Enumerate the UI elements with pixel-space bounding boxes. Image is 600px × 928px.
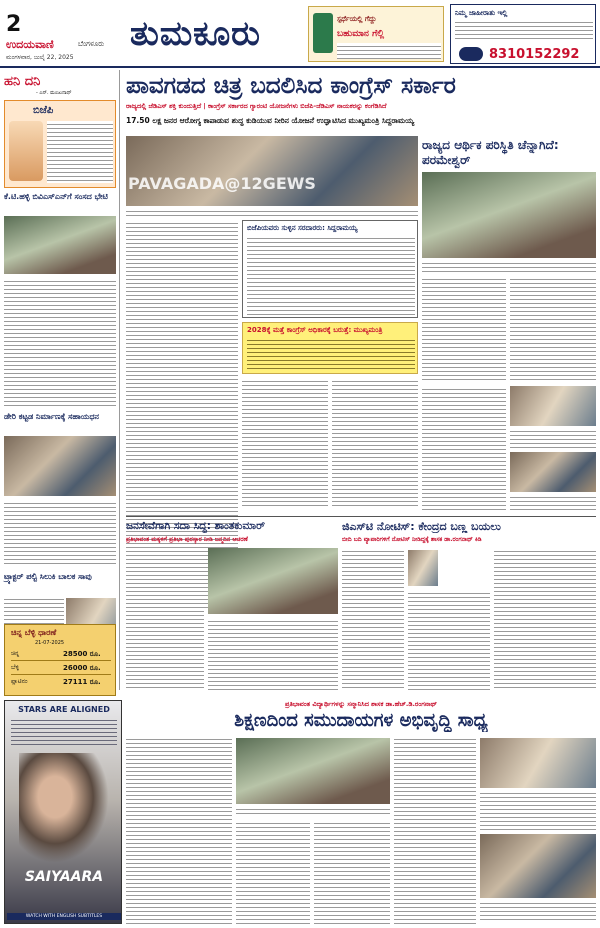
- gold-row-value: 28500 ರೂ.: [63, 650, 101, 658]
- ad-footer: WATCH WITH ENGLISH SUBTITLES: [7, 913, 121, 920]
- bottom-text3: [314, 820, 390, 924]
- right-story-text2: [510, 276, 596, 382]
- lead-photo-overlay: PAVAGADA@12GEWS: [128, 174, 316, 193]
- right-advertisement: [450, 4, 596, 64]
- ad-poster-figures: [19, 753, 109, 863]
- mid-right-portrait: [408, 550, 438, 586]
- bottom-photo: [236, 738, 390, 804]
- bjp-box-text: [47, 121, 113, 183]
- lead-subhead2: 17.50 ಲಕ್ಷ ಜನರ ಆರೋಗ್ಯ ಕಾಪಾಡುವ ಶುದ್ಧ ಕುಡಿಯುವ ನೀರಿನ ಯೋಜನೆ ಉದ್ಘಾಟಿಸಿದ ಮುಖ್ಯಮಂತ್ರಿ ಸಿದ್ದರಾಮಯ್ಯ: [126, 116, 415, 125]
- mid-row-divider: [126, 516, 596, 517]
- mid-right-headline: ಜಿಎಸ್‌ಟಿ ನೋಟಿಸ್: ಕೇಂದ್ರದ ಬಣ್ಣ ಬಯಲು: [342, 520, 501, 533]
- ad-center-line2: ಬಹುಮಾನ ಗೆಲ್ಲಿ: [337, 29, 385, 39]
- left-column: [0, 70, 120, 690]
- right-story-caption: [422, 260, 596, 272]
- inset-box: [242, 220, 418, 318]
- honey-author: - ಎನ್. ಮಂಜುನಾಥ್: [36, 90, 72, 96]
- bottom-headline: ಶಿಕ್ಷಣದಿಂದ ಸಮುದಾಯಗಳ ಅಭಿವೃದ್ಧಿ ಸಾಧ್ಯ: [234, 710, 488, 731]
- bottom-right-text2: [480, 900, 596, 922]
- masthead: [0, 0, 600, 68]
- gold-row: [11, 663, 111, 675]
- honey-logo: ಹನಿ ದನಿ: [4, 74, 41, 89]
- bottom-text4: [394, 736, 476, 924]
- bjp-box-title: ಬಿಜೆಪಿ: [33, 105, 54, 116]
- gold-row-label: ಪ್ಲಾಟಿನಂ: [11, 678, 28, 685]
- brand-city: ಬೆಂಗಳೂರು: [78, 40, 105, 48]
- mid-left-headline: ಜನಸೇವೆಗಾಗಿ ಸದಾ ಸಿದ್ಧ: ಶಾಂತಕುಮಾರ್: [126, 520, 266, 532]
- phone-icon: [459, 47, 483, 61]
- story3-headline: ಟ್ರ್ಯಾಕ್ಟರ್ ಪಲ್ಟಿ ಸಿಲುಕಿ ಬಾಲಕ ಸಾವು: [4, 572, 92, 581]
- right-story-headline: ರಾಜ್ಯದ ಆರ್ಥಿಕ ಪರಿಸ್ಥಿತಿ ಚೆನ್ನಾಗಿದೆ: ಪರಮೇಶ್ವರ್: [422, 138, 559, 167]
- right-story-text3: [422, 386, 506, 512]
- quote-text: [247, 337, 415, 371]
- mid-left-subhead: ಪ್ರತಿಭಾವಂತ ಮಕ್ಕಳಿಗೆ ಪ್ರತಿಭಾ ಪುರಸ್ಕಾರ ನೀಡಿ ಜನ್ಮದಿನ ಆಚರಣೆ: [126, 536, 248, 543]
- ad-center-line1: ಸ್ಪರ್ಧೆಯಲ್ಲಿ ಗೆದ್ದು: [337, 15, 377, 23]
- right-brief2-text: [510, 494, 596, 512]
- page-number: 2: [6, 12, 22, 37]
- bottom-right-photo1: [480, 738, 596, 788]
- gold-date: 21-07-2025: [35, 640, 65, 646]
- lead-photo-caption: [126, 208, 418, 216]
- gold-price-box: [4, 624, 116, 696]
- gold-title: ಚಿನ್ನ ಬೆಳ್ಳಿ ಧಾರಣೆ: [11, 628, 57, 637]
- bottom-right-text1: [480, 790, 596, 830]
- lead-subhead1: ರಾಜ್ಯದಲ್ಲಿ ಜೆಡಿಎಸ್ ಶಕ್ತಿ ಕುಂದುತ್ತಿದೆ | ಕಾಂಗ್ರೆಸ್ ಸರ್ಕಾರದ ಗ್ಯಾರಂಟಿ ಯೋಜನೆಗಳು ಬಿಜೆಪಿ-ಜೆಡಿಎಸ್ ನಾಯಕರನ್ನು ಕಂಗೆಡಿಸಿದೆ: [126, 102, 387, 110]
- gold-row-value: 26000 ರೂ.: [63, 664, 101, 672]
- lead-text-col3: [332, 378, 418, 508]
- ad-title: STARS ARE ALIGNED: [18, 705, 110, 714]
- gold-row: [11, 677, 111, 689]
- story1-text: [4, 278, 116, 406]
- lead-photo: [126, 136, 418, 206]
- bottom-text1: [126, 736, 232, 924]
- gold-row-label: ಬೆಳ್ಳಿ: [11, 664, 19, 671]
- quote-headline: 2028ಕ್ಕೆ ಮತ್ತೆ ಕಾಂಗ್ರೆಸ್ ಅಧಿಕಾರಕ್ಕೆ ಬರುತ್ತೆ: ಮುಖ್ಯಮಂತ್ರಿ: [247, 326, 383, 334]
- mid-left-text2: [208, 618, 338, 690]
- right-story-photo: [422, 172, 596, 258]
- ad-phone-number: 8310152292: [489, 47, 580, 62]
- bottom-right-photo2: [480, 834, 596, 898]
- story2-headline: ಡೇರಿ ಕಟ್ಟಡ ನಿರ್ಮಾಣಕ್ಕೆ ಸಹಾಯಧನ: [4, 412, 99, 421]
- bottom-text2: [236, 820, 310, 924]
- section-title: ತುಮಕೂರು: [130, 14, 261, 54]
- center-advertisement: [308, 6, 444, 62]
- ad-phone-icon: [313, 13, 333, 53]
- ad-credits: [11, 717, 117, 745]
- bottom-kicker: ಪ್ರತಿಭಾವಂತ ವಿದ್ಯಾರ್ಥಿಗಳನ್ನು ಸನ್ಮಾನಿಸಿದ ಶಾಸಕ ಡಾ.ಹೆಚ್.ಡಿ.ರಂಗನಾಥ್: [285, 700, 437, 708]
- right-brief2-photo: [510, 452, 596, 492]
- story2-text: [4, 500, 116, 566]
- story2-photo: [4, 436, 116, 496]
- bjp-cartoon: [9, 121, 43, 181]
- right-brief1-photo: [510, 386, 596, 426]
- gold-row: [11, 649, 111, 661]
- inset-text: [247, 235, 415, 315]
- movie-advertisement: [4, 700, 122, 924]
- brand-name: ಉದಯವಾಣಿ: [6, 38, 54, 51]
- mid-right-text1: [342, 548, 404, 690]
- ad-right-top: ನಿಮ್ಮ ಜಾಹೀರಾತು ಇಲ್ಲಿ: [455, 9, 508, 17]
- gold-row-value: 27111 ರೂ.: [63, 678, 101, 686]
- bjp-box: [4, 100, 116, 188]
- quote-box: [242, 322, 418, 374]
- ad-movie-title: SAIYAARA: [24, 869, 104, 885]
- mid-right-text2: [408, 590, 490, 690]
- ad-center-text: [337, 43, 441, 59]
- right-story-text: [422, 276, 506, 382]
- lead-headline: ಪಾವಗಡದ ಚಿತ್ರ ಬದಲಿಸಿದ ಕಾಂಗ್ರೆಸ್ ಸರ್ಕಾರ: [126, 73, 456, 99]
- date-line: ಮಂಗಳವಾರ, ಜುಲೈ 22, 2025: [6, 54, 74, 61]
- mid-right-text3: [494, 548, 596, 690]
- lead-text-col2: [242, 378, 328, 508]
- story1-headline: ಕೆ.ಟಿ.ಹಳ್ಳಿ ಬಿವಿಎಸ್‌ಎನ್‌ಗೆ ಸಂಸದ ಭೇಟಿ: [4, 192, 108, 201]
- gold-row-label: ಚಿನ್ನ: [11, 650, 20, 657]
- mid-left-text: [126, 548, 204, 690]
- story1-photo: [4, 216, 116, 274]
- ad-right-text: [455, 19, 593, 41]
- right-brief1-text: [510, 428, 596, 450]
- inset-headline: ಬಿಜೆಪಿಯವರು ಸುಳ್ಳಿನ ಸರದಾರರು: ಸಿದ್ದರಾಮಯ್ಯ: [247, 224, 358, 232]
- mid-right-subhead: ಬೀದಿ ಬದಿ ವ್ಯಾಪಾರಿಗಳಿಗೆ ನೋಟಿಸ್ ನೀಡಿದ್ದಕ್ಕೆ ಶಾಸಕ ಡಾ.ರಂಗನಾಥ್ ಕಿಡಿ: [342, 536, 482, 543]
- bottom-photo-caption: [236, 806, 390, 816]
- mid-left-photo: [208, 548, 338, 614]
